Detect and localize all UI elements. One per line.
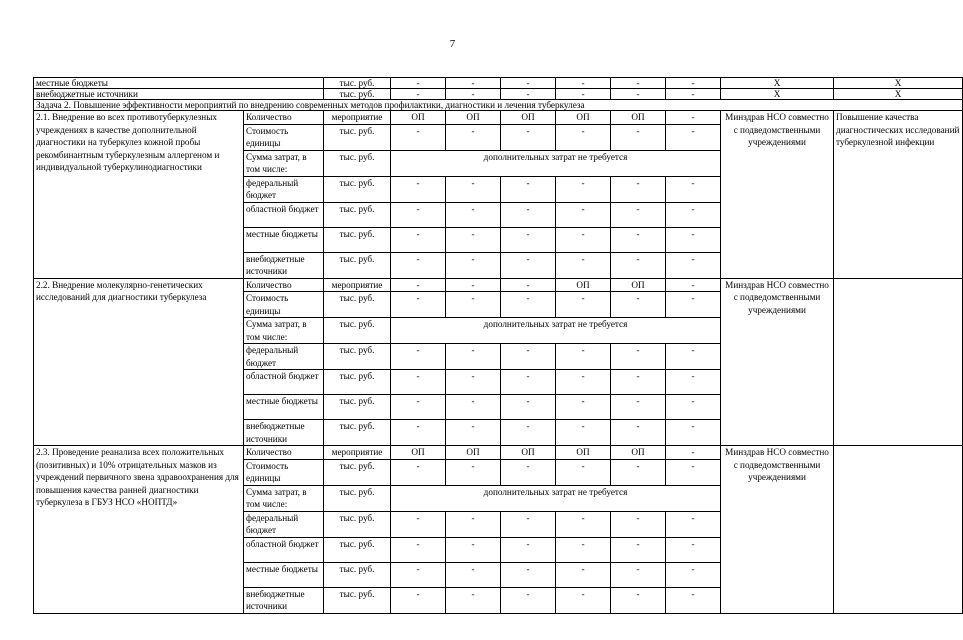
table-row <box>34 89 963 100</box>
value-cell: - <box>556 537 611 562</box>
indicator-cell: местные бюджеты <box>244 562 324 587</box>
indicator-cell: областной бюджет <box>244 370 324 395</box>
value-cell: - <box>446 537 501 562</box>
value-cell: - <box>446 370 501 395</box>
unit-cell: тыс. руб. <box>324 459 391 485</box>
unit-cell: тыс. руб. <box>324 292 391 318</box>
unit-cell: тыс. руб. <box>324 537 391 562</box>
value-cell: - <box>666 587 721 613</box>
value-cell: ОП <box>446 111 501 125</box>
indicator-cell: местные бюджеты <box>244 395 324 420</box>
value-cell: - <box>501 562 556 587</box>
value-cell: - <box>556 395 611 420</box>
value-cell: - <box>391 124 446 150</box>
indicator-cell: Стоимость единицы <box>244 124 324 150</box>
value-cell: ОП <box>501 111 556 125</box>
value-cell: - <box>556 202 611 227</box>
value-cell: - <box>391 278 446 292</box>
table-row <box>34 278 963 292</box>
value-cell: - <box>611 252 666 278</box>
value-cell: - <box>666 344 721 370</box>
value-cell: - <box>666 459 721 485</box>
value-cell: - <box>611 587 666 613</box>
value-cell: - <box>611 78 666 89</box>
value-cell: - <box>666 511 721 537</box>
value-cell: ОП <box>501 446 556 460</box>
executor-cell: Х <box>721 78 834 89</box>
value-cell: - <box>501 511 556 537</box>
value-cell: - <box>446 89 501 100</box>
executor-cell: Минздрав НСО совместно с подведомственными учреждениями <box>721 111 834 279</box>
unit-cell: тыс. руб. <box>324 587 391 613</box>
activities-table <box>33 77 963 614</box>
value-cell: - <box>556 511 611 537</box>
unit-cell: тыс. руб. <box>324 511 391 537</box>
merged-note: дополнительных затрат не требуется <box>391 485 721 511</box>
value-cell: - <box>501 370 556 395</box>
value-cell: - <box>666 278 721 292</box>
indicator-cell: областной бюджет <box>244 537 324 562</box>
value-cell: - <box>446 344 501 370</box>
value-cell: - <box>666 176 721 202</box>
value-cell: - <box>611 227 666 252</box>
value-cell: - <box>501 227 556 252</box>
value-cell: - <box>666 252 721 278</box>
indicator-cell: Количество <box>244 446 324 460</box>
value-cell: - <box>556 227 611 252</box>
unit-cell: тыс. руб. <box>324 318 391 344</box>
indicator-cell: внебюджетные источники <box>244 420 324 446</box>
value-cell: - <box>446 252 501 278</box>
value-cell: - <box>666 89 721 100</box>
indicator-cell: Сумма затрат, в том числе: <box>244 318 324 344</box>
unit-cell: тыс. руб. <box>324 344 391 370</box>
indicator-cell: федеральный бюджет <box>244 344 324 370</box>
value-cell: - <box>391 537 446 562</box>
value-cell: - <box>611 420 666 446</box>
value-cell: - <box>391 370 446 395</box>
value-cell: - <box>391 227 446 252</box>
value-cell: - <box>391 420 446 446</box>
value-cell: - <box>501 395 556 420</box>
value-cell: ОП <box>611 446 666 460</box>
value-cell: - <box>666 562 721 587</box>
merged-note: дополнительных затрат не требуется <box>391 150 721 176</box>
value-cell: - <box>666 227 721 252</box>
value-cell: - <box>611 344 666 370</box>
unit-cell: тыс. руб. <box>324 202 391 227</box>
value-cell: - <box>666 370 721 395</box>
unit-cell: тыс. руб. <box>324 370 391 395</box>
value-cell: - <box>446 395 501 420</box>
value-cell: - <box>446 278 501 292</box>
table-row <box>34 78 963 89</box>
value-cell: - <box>501 537 556 562</box>
value-cell: - <box>391 562 446 587</box>
value-cell: - <box>611 124 666 150</box>
table-row <box>34 111 963 125</box>
indicator-cell: внебюджетные источники <box>244 587 324 613</box>
value-cell: - <box>501 89 556 100</box>
unit-cell: мероприятие <box>324 278 391 292</box>
value-cell: - <box>556 78 611 89</box>
value-cell: - <box>501 278 556 292</box>
value-cell: - <box>611 89 666 100</box>
unit-cell: тыс. руб. <box>324 124 391 150</box>
result-cell: Х <box>834 78 963 89</box>
funding-source-label: внебюджетные источники <box>34 89 324 100</box>
value-cell: - <box>501 459 556 485</box>
value-cell: - <box>391 176 446 202</box>
value-cell: - <box>611 202 666 227</box>
value-cell: - <box>611 537 666 562</box>
value-cell: - <box>446 78 501 89</box>
value-cell: - <box>556 370 611 395</box>
value-cell: - <box>501 252 556 278</box>
indicator-cell: Количество <box>244 111 324 125</box>
indicator-cell: областной бюджет <box>244 202 324 227</box>
value-cell: ОП <box>391 111 446 125</box>
unit-cell: мероприятие <box>324 111 391 125</box>
indicator-cell: Сумма затрат, в том числе: <box>244 485 324 511</box>
value-cell: - <box>611 459 666 485</box>
value-cell: - <box>666 78 721 89</box>
value-cell: - <box>666 124 721 150</box>
value-cell: - <box>446 562 501 587</box>
value-cell: - <box>666 537 721 562</box>
value-cell: - <box>666 111 721 125</box>
value-cell: - <box>446 587 501 613</box>
value-cell: - <box>446 202 501 227</box>
value-cell: - <box>666 446 721 460</box>
value-cell: - <box>501 292 556 318</box>
value-cell: ОП <box>556 278 611 292</box>
value-cell: - <box>446 124 501 150</box>
value-cell: - <box>611 511 666 537</box>
value-cell: - <box>446 227 501 252</box>
unit-cell: тыс. руб. <box>324 227 391 252</box>
indicator-cell: Количество <box>244 278 324 292</box>
value-cell: - <box>446 459 501 485</box>
indicator-cell: местные бюджеты <box>244 227 324 252</box>
value-cell: - <box>611 176 666 202</box>
unit-cell: тыс. руб. <box>324 562 391 587</box>
result-cell <box>834 278 963 446</box>
value-cell: - <box>556 420 611 446</box>
value-cell: - <box>556 292 611 318</box>
activity-title: 2.2. Внедрение молекулярно-генетических исследований для диагностики туберкулеза <box>34 278 244 446</box>
executor-cell: Минздрав НСО совместно с подведомственными учреждениями <box>721 446 834 614</box>
unit-cell: тыс. руб. <box>324 150 391 176</box>
value-cell: ОП <box>391 446 446 460</box>
value-cell: - <box>391 459 446 485</box>
value-cell: - <box>391 587 446 613</box>
activity-title: 2.3. Проведение реанализа всех положительных (позитивных) и 10% отрицательных мазков из учреждений первичного звена здравоохранения для повышения качества ранней диагностики туберкулеза в ГБУЗ НСО «НОПТД» <box>34 446 244 614</box>
result-cell: Х <box>834 89 963 100</box>
value-cell: - <box>556 252 611 278</box>
value-cell: - <box>391 511 446 537</box>
result-cell <box>834 446 963 614</box>
indicator-cell: Стоимость единицы <box>244 459 324 485</box>
value-cell: - <box>501 344 556 370</box>
value-cell: - <box>556 587 611 613</box>
value-cell: - <box>556 176 611 202</box>
value-cell: - <box>501 176 556 202</box>
value-cell: - <box>666 202 721 227</box>
value-cell: - <box>501 587 556 613</box>
value-cell: - <box>446 420 501 446</box>
value-cell: - <box>391 344 446 370</box>
executor-cell: Минздрав НСО совместно с подведомственными учреждениями <box>721 278 834 446</box>
value-cell: - <box>556 459 611 485</box>
indicator-cell: Сумма затрат, в том числе: <box>244 150 324 176</box>
value-cell: - <box>611 370 666 395</box>
value-cell: - <box>391 89 446 100</box>
value-cell: - <box>391 292 446 318</box>
executor-cell: Х <box>721 89 834 100</box>
value-cell: - <box>391 252 446 278</box>
value-cell: - <box>556 344 611 370</box>
table-row <box>34 100 963 111</box>
unit-cell: тыс. руб. <box>324 420 391 446</box>
value-cell: - <box>501 78 556 89</box>
indicator-cell: Стоимость единицы <box>244 292 324 318</box>
value-cell: - <box>666 292 721 318</box>
value-cell: - <box>666 395 721 420</box>
value-cell: - <box>501 420 556 446</box>
value-cell: - <box>611 562 666 587</box>
value-cell: - <box>666 420 721 446</box>
table-row <box>34 446 963 460</box>
value-cell: - <box>391 395 446 420</box>
unit-cell: тыс. руб. <box>324 485 391 511</box>
value-cell: ОП <box>446 446 501 460</box>
unit-cell: тыс. руб. <box>324 395 391 420</box>
value-cell: ОП <box>611 278 666 292</box>
indicator-cell: федеральный бюджет <box>244 176 324 202</box>
value-cell: - <box>446 176 501 202</box>
value-cell: - <box>391 202 446 227</box>
unit-cell: тыс. руб. <box>324 89 391 100</box>
value-cell: - <box>556 89 611 100</box>
unit-cell: тыс. руб. <box>324 252 391 278</box>
task-title: Задача 2. Повышение эффективности мероприятий по внедрению современных методов профилактики, диагностики и лечения туберкулеза <box>34 100 963 111</box>
unit-cell: мероприятие <box>324 446 391 460</box>
unit-cell: тыс. руб. <box>324 176 391 202</box>
value-cell: - <box>446 511 501 537</box>
value-cell: ОП <box>556 111 611 125</box>
value-cell: - <box>446 292 501 318</box>
funding-source-label: местные бюджеты <box>34 78 324 89</box>
indicator-cell: федеральный бюджет <box>244 511 324 537</box>
value-cell: ОП <box>556 446 611 460</box>
value-cell: - <box>556 562 611 587</box>
value-cell: - <box>501 124 556 150</box>
value-cell: - <box>611 395 666 420</box>
value-cell: - <box>611 292 666 318</box>
value-cell: - <box>501 202 556 227</box>
merged-note: дополнительных затрат не требуется <box>391 318 721 344</box>
value-cell: - <box>556 124 611 150</box>
value-cell: - <box>391 78 446 89</box>
indicator-cell: внебюджетные источники <box>244 252 324 278</box>
result-cell: Повышение качества диагностических исследований туберкулезной инфекции <box>834 111 963 279</box>
unit-cell: тыс. руб. <box>324 78 391 89</box>
value-cell: ОП <box>611 111 666 125</box>
activity-title: 2.1. Внедрение во всех противотуберкулезных учреждениях в качестве дополнительной диагностики на туберкулез кожной пробы рекомбинантным туберкулезным аллергеном и индивидуальной туберкулинодиагностики <box>34 111 244 279</box>
page-number: 7 <box>449 38 456 50</box>
